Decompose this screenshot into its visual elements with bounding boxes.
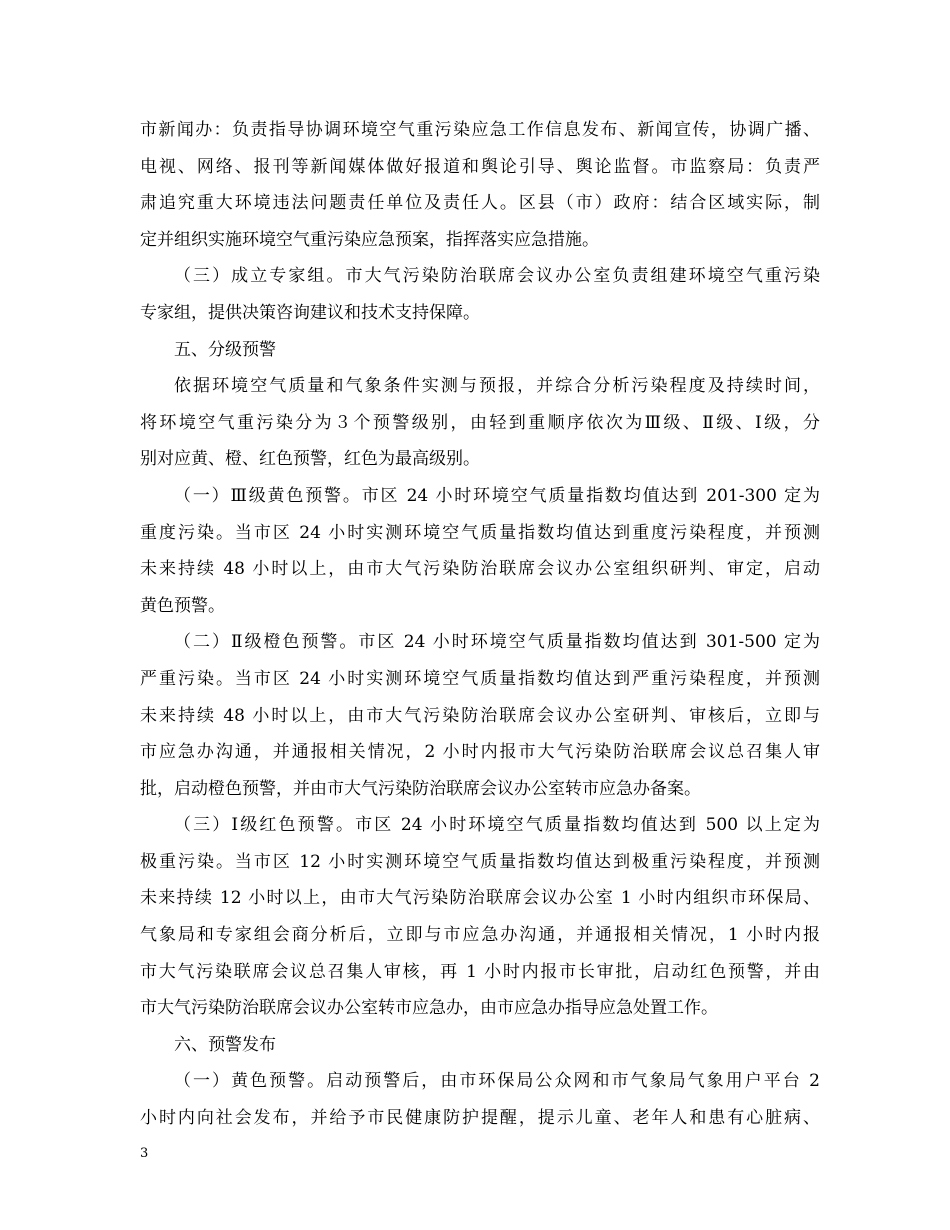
paragraph-first-line: 依据环境空气质量和气象条件实测与预报，并综合分析污染程度及持续时间，: [174, 376, 820, 397]
text-line: 批，启动橙色预警，并由市大气污染防治联席会议办公室转市应急办备案。: [140, 778, 701, 799]
text-line: 极重污染。当市区 12 小时实测环境空气质量指数均值达到极重污染程度，并预测: [140, 851, 820, 872]
paragraph-first-line: （二）Ⅱ级橙色预警。市区 24 小时环境空气质量指数均值达到 301-500 定为: [174, 632, 820, 653]
body-text: [140, 112, 820, 1137]
text-line: 黄色预警。: [140, 595, 225, 616]
paragraph-first-line: （一）黄色预警。启动预警后，由市环保局公众网和市气象局气象用户平台 2: [174, 1071, 820, 1092]
text-line: 别对应黄、橙、红色预警，红色为最高级别。: [140, 449, 480, 470]
text-line: 小时内向社会发布，并给予市民健康防护提醒，提示儿童、老年人和患有心脏病、: [140, 1108, 820, 1129]
text-line: 市新闻办：负责指导协调环境空气重污染应急工作信息发布、新闻宣传，协调广播、: [140, 120, 820, 140]
text-line: 未来持续 48 小时以上，由市大气污染防治联席会议办公室研判、审核后，立即与: [140, 705, 820, 726]
page-number: 3: [140, 1146, 149, 1161]
paragraph-heading-line: （三）成立专家组。市大气污染防治联席会议办公室负责组建环境空气重污染: [174, 266, 820, 287]
text-line: 将环境空气重污染分为３个预警级别，由轻到重顺序依次为Ⅲ级、Ⅱ级、Ⅰ级，分: [140, 412, 820, 433]
text-line: 未来持续 12 小时以上，由市大气污染防治联席会议办公室 1 小时内组织市环保局、: [140, 888, 820, 909]
text-line: 市大气污染联席会议总召集人审核，再 1 小时内报市长审批，启动红色预警，并由: [140, 961, 820, 982]
section-heading: 五、分级预警: [174, 339, 276, 360]
text-line: 定并组织实施环境空气重污染应急预案，指挥落实应急措施。: [140, 229, 599, 250]
text-line: 专家组，提供决策咨询建议和技术支持保障。: [140, 302, 480, 323]
section-heading: 六、预警发布: [174, 1034, 276, 1055]
text-line: 严重污染。当市区 24 小时实测环境空气质量指数均值达到严重污染程度，并预测: [140, 668, 820, 689]
text-line: 电视、网络、报刊等新闻媒体做好报道和舆论引导、舆论监督。市监察局：负责严: [140, 156, 820, 177]
text-line: 肃追究重大环境违法问题责任单位及责任人。区县（市）政府：结合区域实际，制: [140, 193, 820, 214]
text-line: 重度污染。当市区 24 小时实测环境空气质量指数均值达到重度污染程度，并预测: [140, 522, 820, 543]
paragraph-first-line: （一）Ⅲ级黄色预警。市区 24 小时环境空气质量指数均值达到 201-300 定为: [174, 485, 820, 506]
text-line: 市应急办沟通，并通报相关情况，2 小时内报市大气污染防治联席会议总召集人审: [140, 742, 820, 763]
paragraph-first-line: （三）Ⅰ级红色预警。市区 24 小时环境空气质量指数均值达到 500 以上定为: [174, 815, 820, 836]
text-line: 气象局和专家组会商分析后，立即与市应急办沟通，并通报相关情况，1 小时内报: [140, 925, 820, 946]
text-line: 未来持续 48 小时以上，由市大气污染防治联席会议办公室组织研判、审定，启动: [140, 559, 820, 580]
text-line: 市大气污染防治联席会议办公室转市应急办，由市应急办指导应急处置工作。: [140, 998, 718, 1019]
